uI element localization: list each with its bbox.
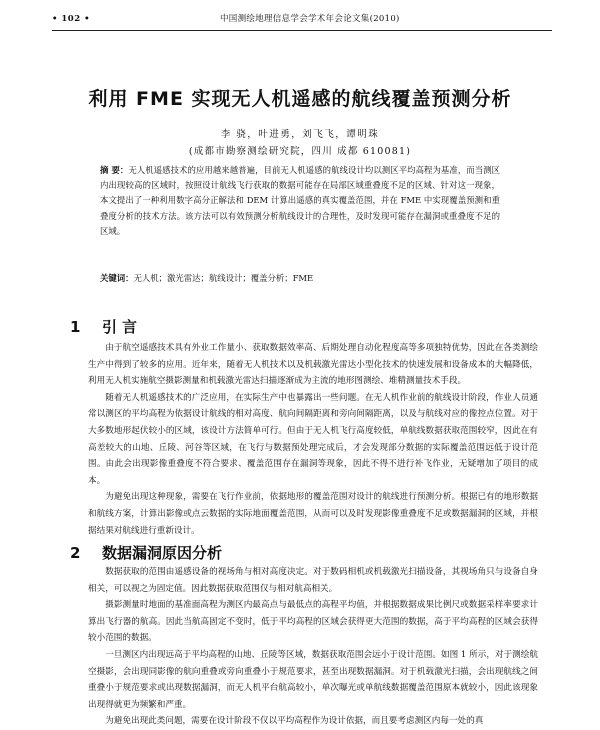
section-number: 2 xyxy=(70,544,81,562)
abstract xyxy=(100,163,500,239)
keywords-text: 无人机；激光雷达；航线设计；覆盖分析；FME xyxy=(133,273,314,283)
paragraph: 随着无人机遥感技术的广泛应用，在实际生产中也暴露出一些问题。在无人机作业前的航线设计阶段，作业人员通常以测区的平均高程为依据设计航线的相对高度、航向间隔距离和旁向间隔距离，以及与航线对应的像控点位置。对于大多数地形起伏较小的区域，该设计方法简单可行。但由于无人机飞行高度较低，单航线数据获取范围较窄，因此在有高差较大的山地、丘陵、河谷等区域，在飞行与数据预处理完成后，才会发现部分数据的实际覆盖范围远低于设计范围。由此会出现影像重叠度不符合要求、覆盖范围存在漏洞等现象，因此不得不进行补飞作业，无疑增加了项目的成本。 xyxy=(88,392,538,486)
paragraph: 一旦测区内出现远高于平均高程的山地、丘陵等区域，数据获取范围会远小于设计范围。如图 1 所示，对于测绘航空摄影，会出现同影像的航向重叠或旁向重叠小于规范要求，甚至出现数据漏洞。对于机载激光扫描，会出现航线之间重叠小于规范要求或出现数据漏洞，而无人机平台航高较小，单次曝光或单航线数据覆盖范围原本就较小，因此该现象出现得就更为频繁和严重。 xyxy=(88,649,538,710)
affiliation: (成都市勘察测绘研究院，四川 成都 610081) xyxy=(188,146,412,157)
header-rule xyxy=(52,30,552,31)
page-number: • 102 • xyxy=(52,14,91,24)
paragraph: 由于航空遥感技术具有外业工作量小、获取数据效率高、后期处理自动化程度高等多项独特优势，因此在各类测绘生产中得到了较多的应用。近年来，随着无人机技术以及机载激光雷达小型化技术的快速发展和设备成本的大幅降低，利用无人机实施航空摄影测量和机载激光雷达扫描逐渐成为主流的地形图测绘、堆精测量技术手段。 xyxy=(88,343,538,387)
keywords xyxy=(100,271,500,285)
paper-title: 利用 FME 实现无人机遥感的航线覆盖预测分析 xyxy=(88,88,512,110)
paragraph: 为避免出现此类问题，需要在设计阶段不仅以平均高程作为设计依据，而且要考虑测区内每一处的真 xyxy=(105,716,484,727)
section-body-cause-analysis xyxy=(88,564,538,730)
abstract-text: 无人机遥感技术的应用越来越普遍，目前无人机遥感的航线设计均以测区平均高程为基准，而当测区内出现较高的区域时，按照设计航线飞行获取的数据可能存在局部区域重叠度不足的区域、针对这一现象，本文提出了一种利用数字高分正解法和 DEM 计算出遥感的真实覆盖范围，并在 FME 中实现覆盖预测和重叠度分析的技术方法。该方法可以有效预测分析航线设计的合理性，及时发现可能存在漏洞或重叠度不足的区域。 xyxy=(100,165,500,236)
running-header xyxy=(52,12,552,26)
paragraph: 摄影测量时地面的基准面高程为测区内最高点与最低点的高程平均值，并根据数据成果比例尺或数据采样率要求计算出飞行器的航高。因此当航高固定不变时，低于平均高程的区域会获得更大范围的数据，高于平均高程的区域会获得较小范围的数据。 xyxy=(88,600,538,644)
section-body-introduction xyxy=(88,340,538,539)
section-heading-cause-analysis xyxy=(70,542,530,563)
paragraph: 为避免出现这种现象，需要在飞行作业前，依据地形的覆盖范围对设计的航线进行预测分析。根据已有的地形数据和航线方案，计算出影像或点云数据的实际地面覆盖范围，从而可以及时发现影像重叠度不足或数据漏洞的区域，并根据结果对航线进行重新设计。 xyxy=(88,492,538,536)
section-title: 引言 xyxy=(102,318,143,336)
section-heading-introduction xyxy=(70,316,530,337)
paragraph: 数据获取的范围由遥感设备的视场角与相对高度决定。对于数码相机或机载激光扫描设备，其视场角只与设备自身相关，可以视之为固定值。因此数据获取范围仅与相对航高相关。 xyxy=(88,567,538,594)
journal-title: 中国测绘地理信息学会学术年会论文集(2010) xyxy=(220,14,400,24)
section-number: 1 xyxy=(70,318,81,336)
abstract-label: 摘 要： xyxy=(100,165,129,175)
section-title: 数据漏洞原因分析 xyxy=(102,544,223,562)
keywords-label: 关键词： xyxy=(100,273,134,283)
author-list: 李 骁，叶进勇，刘飞飞，谭明珠 xyxy=(220,129,380,140)
